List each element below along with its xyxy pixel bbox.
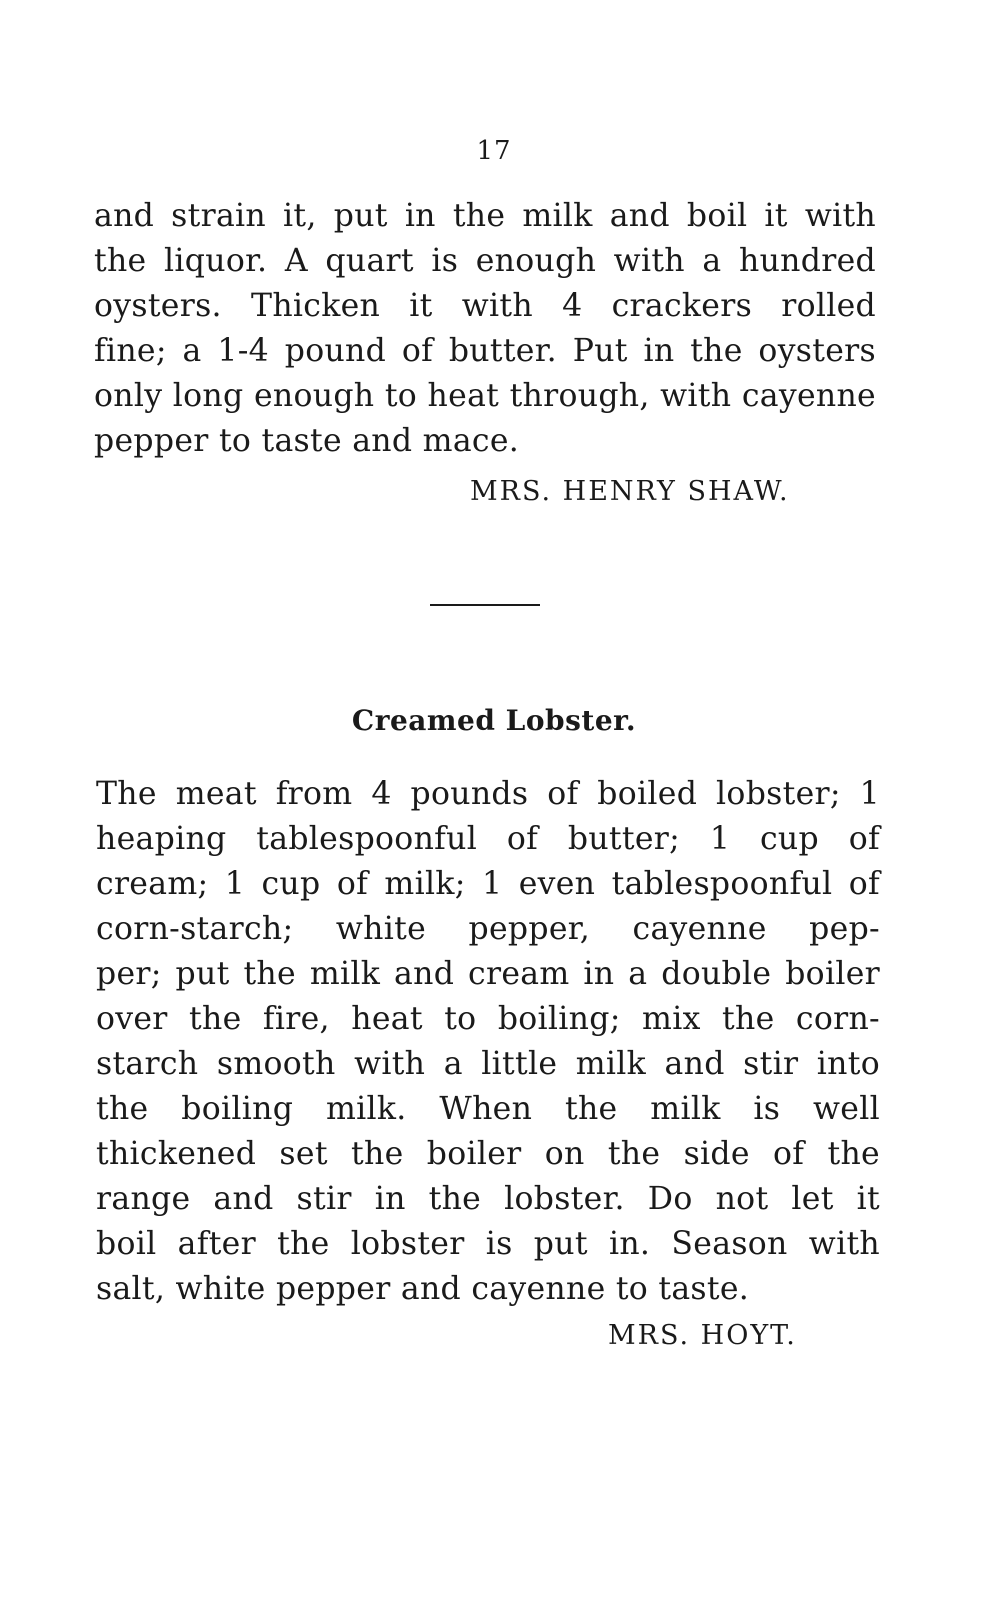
signature-hoyt: MRS. HOYT.: [608, 1320, 797, 1351]
text-line: cream; 1 cup of milk; 1 even tablespoonful of: [96, 866, 880, 902]
text-line: heaping tablespoonful of butter; 1 cup of: [96, 821, 880, 857]
text-line: over the fire, heat to boiling; mix the corn-: [96, 1001, 880, 1037]
creamed-lobster-text: [96, 772, 880, 1312]
recipe-title: Creamed Lobster.: [351, 704, 637, 737]
text-line: The meat from 4 pounds of boiled lobster; 1: [96, 776, 880, 812]
continued-recipe-text: [94, 194, 876, 464]
section-divider: [430, 604, 540, 606]
text-line: range and stir in the lobster. Do not let it: [96, 1181, 880, 1217]
text-line: salt, white pepper and cayenne to taste.: [96, 1271, 750, 1307]
signature-henry-shaw: MRS. HENRY SHAW.: [470, 476, 790, 507]
text-line: corn-starch; white pepper, cayenne pep-: [96, 911, 880, 947]
text-line: fine; a 1-4 pound of butter. Put in the oysters: [94, 333, 876, 369]
text-line: oysters. Thicken it with 4 crackers rolled: [94, 288, 876, 324]
page-number: 17: [476, 136, 512, 166]
text-line: the boiling milk. When the milk is well: [96, 1091, 880, 1127]
text-line: and strain it, put in the milk and boil it with: [94, 198, 876, 234]
text-line: the liquor. A quart is enough with a hundred: [94, 243, 876, 279]
text-line: only long enough to heat through, with cayenne: [94, 378, 876, 414]
text-line: pepper to taste and mace.: [94, 423, 520, 459]
text-line: boil after the lobster is put in. Season with: [96, 1226, 880, 1262]
text-line: thickened set the boiler on the side of the: [96, 1136, 880, 1172]
text-line: starch smooth with a little milk and stir into: [96, 1046, 880, 1082]
text-line: per; put the milk and cream in a double boiler: [96, 956, 880, 992]
